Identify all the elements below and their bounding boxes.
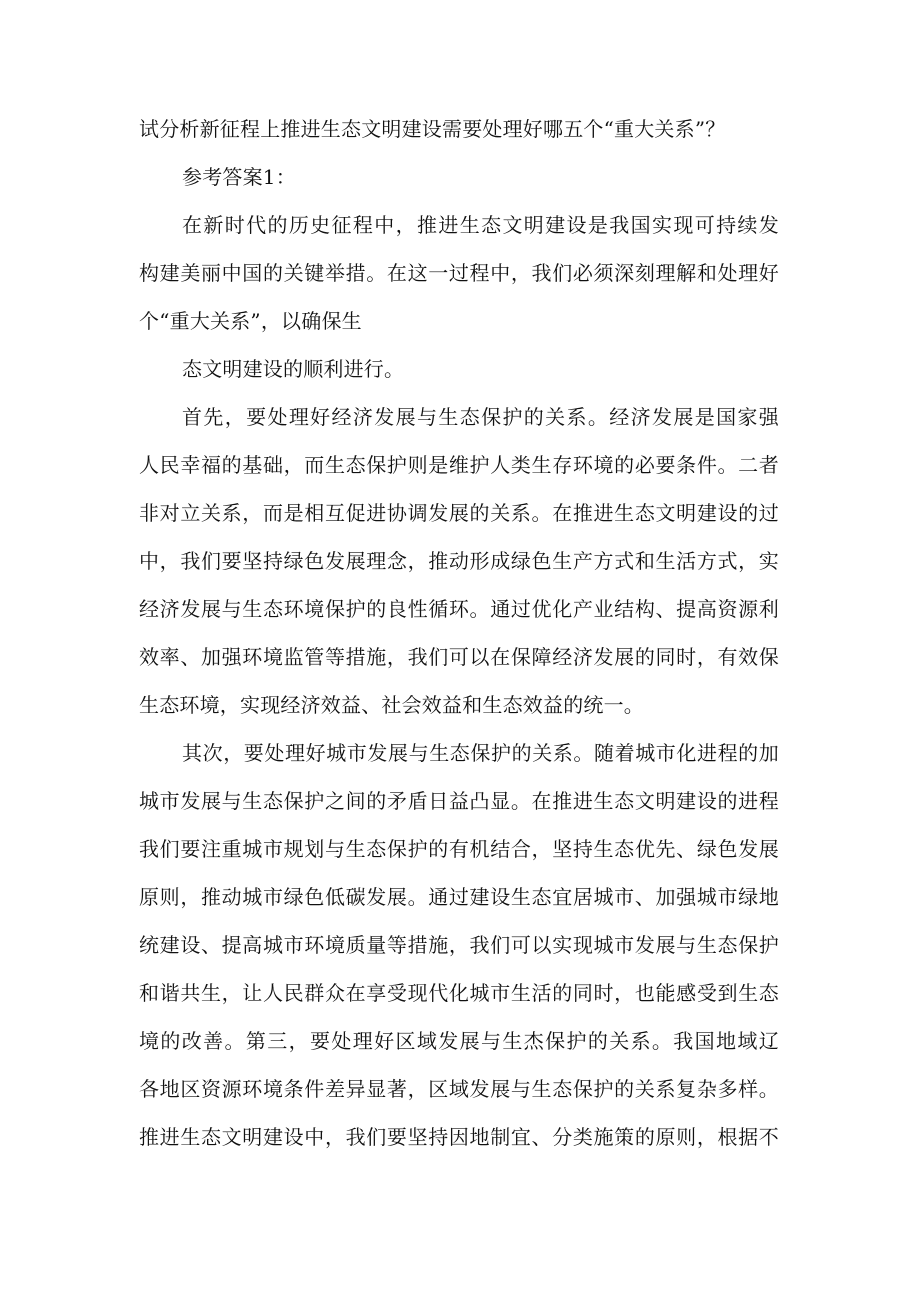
text-line: 态文明建设的顺利进行。 — [182, 357, 405, 381]
text-line: 经济发展与生态环境保护的良性循环。通过优化产业结构、提高资源利 — [139, 597, 779, 621]
text-line: 城市发展与生态保护之间的矛盾日益凸显。在推进生态文明建设的进程 — [139, 789, 779, 813]
text-line: 中，我们要坚持绿色发展理念，推动形成绿色生产方式和生活方式，实 — [139, 549, 779, 573]
text-line: 和谐共生，让人民群众在享受现代化城市生活的同时，也能感受到生态 — [139, 981, 779, 1005]
text-line: 个“重大关系”，以确保生 — [139, 309, 362, 333]
question-heading: 试分析新征程上推进生态文明建设需要处理好哪五个“重大关系”？ — [139, 117, 726, 141]
text-line: 首先，要处理好经济发展与生态保护的关系。经济发展是国家强 — [182, 405, 779, 429]
text-line: 推进生态文明建设中，我们要坚持因地制宜、分类施策的原则，根据不 — [139, 1125, 779, 1149]
text-line: 统建设、提高城市环境质量等措施，我们可以实现城市发展与生态保护 — [139, 933, 779, 957]
text-line: 生态环境，实现经济效益、社会效益和生态效益的统一。 — [139, 693, 644, 717]
text-line: 我们要注重城市规划与生态保护的有机结合，坚持生态优先、绿色发展 — [139, 837, 779, 861]
text-line: 人民幸福的基础，而生态保护则是维护人类生存环境的必要条件。二者 — [139, 453, 779, 477]
text-line: 各地区资源环境条件差异显著，区域发展与生态保护的关系复杂多样。 — [139, 1077, 779, 1101]
answer-label: 参考答案1： — [182, 165, 296, 189]
text-line: 效率、加强环境监管等措施，我们可以在保障经济发展的同时，有效保 — [139, 645, 779, 669]
text-line: 原则，推动城市绿色低碳发展。通过建设生态宜居城市、加强城市绿地 — [139, 885, 779, 909]
text-line: 境的改善。第三，要处理好区域发展与生杰保护的关系。我国地域辽 — [139, 1029, 779, 1053]
answer-text — [139, 201, 779, 1161]
text-line: 构建美丽中国的关键举措。在这一过程中，我们必须深刻理解和处理好 — [139, 261, 779, 285]
text-line: 非对立关系，而是相互促进协调发展的关系。在推进生态文明建设的过 — [139, 501, 779, 525]
text-line: 其次，要处理好城市发展与生态保护的关系。随着城市化进程的加 — [182, 741, 779, 765]
document-body — [139, 105, 779, 1161]
text-line: 在新时代的历史征程中，推进生态文明建设是我国实现可持续发 — [182, 213, 779, 237]
